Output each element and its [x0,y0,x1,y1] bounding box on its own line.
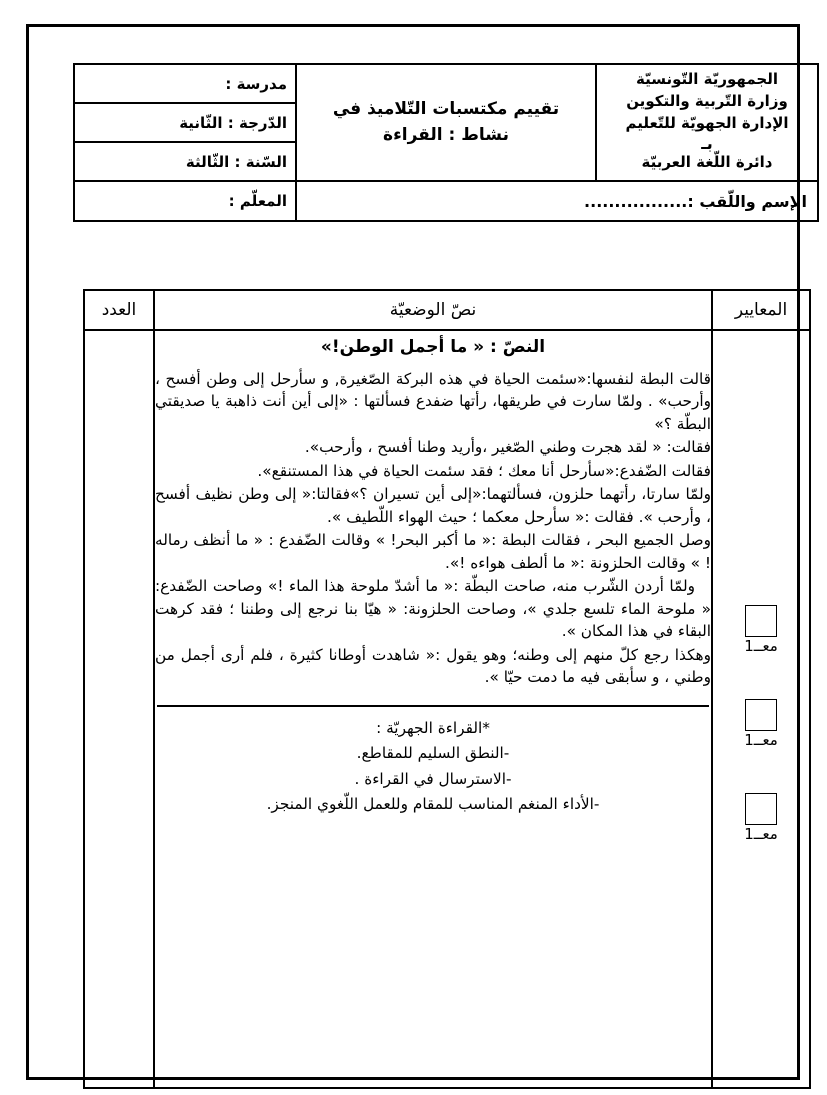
criteria-mark-label-1: معــ1 [744,637,778,655]
criteria-list-item: -الاسترسال في القراءة . [354,769,512,788]
document-title-line-1: تقييم مكتسبات التّلاميذ في [332,99,560,120]
checkbox-icon[interactable] [745,699,777,731]
checkbox-icon[interactable] [745,605,777,637]
field-school[interactable]: مدرسة : [74,64,296,103]
field-student-name[interactable]: الإسم واللّقب :................. [296,181,818,221]
passage-title: النصّ : « ما أجمل الوطن!» [320,337,546,357]
score-column-cell[interactable] [84,330,154,1088]
criteria-list-item: -النطق السليم للمقاطع. [356,744,510,763]
passage-paragraph: ولمّا سارتا، رأتهما حلزون، فسألتهما:«إلى أين تسيران ؟»فقالتا:« إلى وطن نظيف أفسح ، وأرحب ». فقالت :« سأرحل معكما ؛ حيث الهواء اللّطيف ». [155,485,711,526]
ministry-dash: بـ [701,133,713,153]
criteria-mark-group-1 [713,605,809,655]
ministry-line-2: وزارة التّربية والتكوين [626,91,788,110]
column-header-text: نصّ الوضعيّة [154,290,712,330]
document-title-line-2: نشاط : القراءة [383,124,509,145]
criteria-list-item: -الأداء المنغم المناسب للمقام وللعمل اللّغوي المنجز. [266,795,600,814]
field-degree[interactable]: الدّرجة : الثّانية [74,103,296,142]
field-year[interactable]: السّنة : الثّالثة [74,142,296,181]
criteria-mark-group-2 [713,699,809,749]
criteria-mark-label-3: معــ1 [744,825,778,843]
passage-paragraph: وهكذا رجع كلّ منهم إلى وطنه؛ وهو يقول :« شاهدت أوطانا كثيرة ، فلم أرى أجمل من وطني ، و سأبقى فيه ما دمت حيّا ». [155,645,711,687]
passage-paragraph: فقالت الضّفدع:«سأرحل أنا معك ؛ فقد سئمت الحياة في هذا المستنقع». [257,461,711,480]
field-teacher[interactable]: المعلّم : [74,181,296,221]
page-frame [26,24,807,1080]
ministry-department: دائرة اللّغة العربيّة [641,153,773,172]
passage-column-cell [154,330,712,1088]
column-header-criteria: المعايير [712,290,810,330]
criteria-column-cell [712,330,810,1088]
passage-paragraph: ولمّا أردن الشّرب منه، صاحت البطّة :« ما أشدّ ملوحة هذا الماء !» وصاحت الضّفدع: « ملوحة الماء تلسع جلدي »، وصاحت الحلزونة: « هيّا بنا نرجع إلى وطننا ؛ فقد كرهت البقاء في هذا المكان ». [155,577,711,641]
document-title [296,64,596,181]
ministry-line-3: الإدارة الجهويّة للتّعليم [625,113,789,132]
checkbox-icon[interactable] [745,793,777,825]
column-header-score: العدد [84,290,154,330]
passage-paragraph: وصل الجميع البحر ، فقالت البطة :« ما أكبر البحر! » وقالت الضّفدع : « ما أنظف رماله ! » وقالت الحلزونة :« ما ألطف هواءه !». [155,531,711,572]
passage-paragraph: فقالت: « لقد هجرت وطني الصّغير ،وأريد وطنا أفسح ، وأرحب». [304,438,711,457]
passage-body [155,368,711,689]
evaluation-table [83,289,811,1089]
criteria-list-heading: *القراءة الجهريّة : [376,718,490,737]
header-row-1 [74,64,818,103]
criteria-list [155,717,711,816]
ministry-line-1: الجمهوريّة التّونسيّة [636,70,778,88]
table-header-row [84,290,810,330]
table-row [84,330,810,1088]
passage-paragraph: قالت البطة لنفسها:«سئمت الحياة في هذه البركة الصّغيرة, و سأرحل إلى وطن أفسح ، وأرحب» . ولمّا سارت في طريقها، رأتها ضفدع فسألتها : «إلى أين أنت ذاهبة يا صديقتي البطّة ؟» [155,369,711,433]
header-row-4 [74,181,818,221]
header-table [73,63,819,222]
section-divider [157,705,709,707]
criteria-mark-group-3 [713,793,809,843]
criteria-mark-label-2: معــ1 [744,731,778,749]
ministry-block [596,64,818,181]
